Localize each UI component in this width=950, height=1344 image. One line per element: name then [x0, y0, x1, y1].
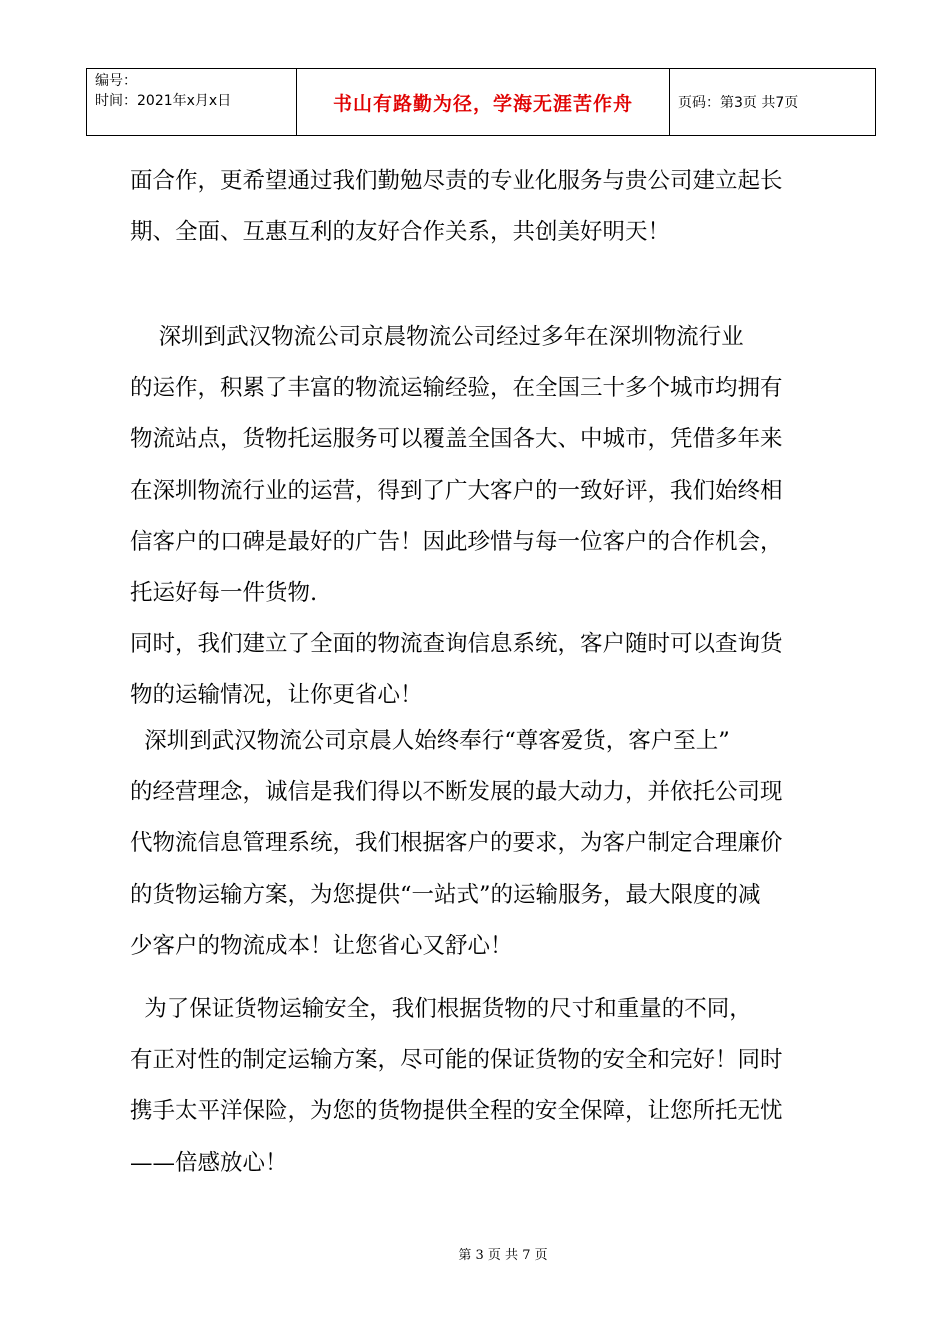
- text-line: 少客户的物流成本！让您省心又舒心！: [130, 932, 513, 959]
- text-line: 的经营理念，诚信是我们得以不断发展的最大动力，并依托公司现: [130, 779, 783, 806]
- text-line: 有正对性的制定运输方案，尽可能的保证货物的安全和完好！同时: [130, 1047, 783, 1074]
- page-footer: 第 3 页 共 7 页: [458, 1248, 548, 1263]
- text-line: 为了保证货物运输安全，我们根据货物的尺寸和重量的不同，: [130, 996, 752, 1022]
- header-meta-cell: [87, 69, 297, 136]
- text-line: 面合作，更希望通过我们勤勉尽责的专业化服务与贵公司建立起长: [130, 168, 783, 194]
- text-line: 期、全面、互惠互利的友好合作关系，共创美好明天！: [130, 219, 671, 246]
- paragraph: [130, 156, 783, 258]
- text-line: 携手太平洋保险，为您的货物提供全程的安全保障，让您所托无忧: [130, 1098, 783, 1125]
- text-line: 信客户的口碑是最好的广告！因此珍惜与每一位客户的合作机会，: [130, 528, 783, 555]
- document-time-label: 时间：2021年x月x日: [95, 93, 232, 109]
- text-line: 深圳到武汉物流公司京晨物流公司经过多年在深圳物流行业: [130, 324, 744, 350]
- text-line: 物流站点，货物托运服务可以覆盖全国各大、中城市，凭借多年来: [130, 426, 783, 453]
- text-line: ——倍感放心！: [130, 1149, 288, 1176]
- text-line: 代物流信息管理系统，我们根据客户的要求，为客户制定合理廉价: [130, 830, 783, 857]
- text-line: 的运作，积累了丰富的物流运输经验，在全国三十多个城市均拥有: [130, 375, 783, 402]
- text-line: 托运好每一件货物.: [130, 579, 318, 606]
- text-line: 物的运输情况，让你更省心！: [130, 682, 423, 709]
- text-line: 的货物运输方案，为您提供“一站式”的运输服务，最大限度的减: [130, 881, 761, 908]
- document-number-label: 编号：: [95, 73, 137, 89]
- text-line: 在深圳物流行业的运营，得到了广大客户的一致好评，我们始终相: [130, 477, 783, 504]
- paragraph: [130, 312, 783, 722]
- document-header: [86, 68, 876, 136]
- text-line: 同时，我们建立了全面的物流查询信息系统，客户随时可以查询货: [130, 631, 783, 658]
- paragraph: [130, 716, 783, 972]
- header-motto: 书山有路勤为径，学海无涯苦作舟: [297, 69, 670, 136]
- text-line: 深圳到武汉物流公司京晨人始终奉行“尊客爱货，客户至上”: [130, 728, 730, 754]
- paragraph: [130, 984, 783, 1189]
- header-page-label: 页码：第3页 共7页: [670, 69, 876, 136]
